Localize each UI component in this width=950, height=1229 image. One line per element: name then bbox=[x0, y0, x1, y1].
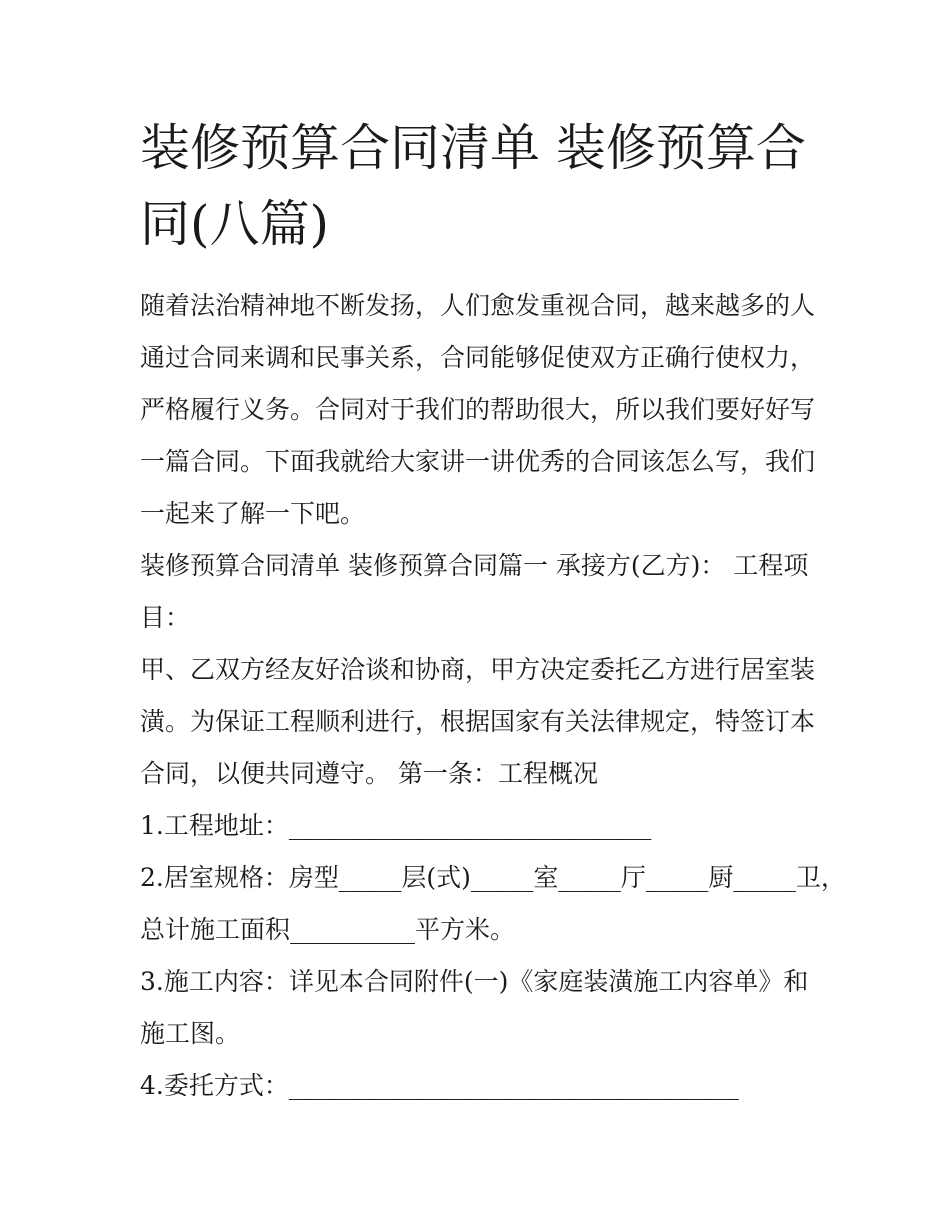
item-project-address: 1.工程地址：_____________________________ bbox=[140, 811, 652, 840]
intro-paragraph: 随着法治精神地不断发扬，人们愈发重视合同，越来越多的人通过合同来调和民事关系，合同能够促使双方正确行使权力，严格履行义务。合同对于我们的帮助很大，所以我们要好好写一篇合同。下面我就给大家讲一讲优秀的合同该怎么写，我们一起来了解一下吧。 bbox=[140, 291, 816, 528]
item-room-spec-line1: 2.居室规格：房型_____层(式)_____室_____厅_____厨_____卫， bbox=[140, 863, 846, 892]
item-commission-method: 4.委托方式：____________________________________ bbox=[140, 1071, 739, 1100]
section-heading: 装修预算合同清单 装修预算合同篇一 承接方(乙方)： 工程项目： bbox=[140, 551, 809, 632]
item-construction-content: 3.施工内容：详见本合同附件(一)《家庭装潢施工内容单》和施工图。 bbox=[140, 967, 809, 1048]
document-title: 装修预算合同清单 装修预算合同(八篇) bbox=[140, 119, 806, 253]
item-room-spec-line2: 总计施工面积__________平方米。 bbox=[140, 915, 516, 944]
document-page bbox=[140, 110, 846, 1112]
clause-intro-paragraph: 甲、乙双方经友好洽谈和协商，甲方决定委托乙方进行居室装潢。为保证工程顺利进行，根据国家有关法律规定，特签订本合同，以便共同遵守。 第一条：工程概况 bbox=[140, 655, 816, 788]
